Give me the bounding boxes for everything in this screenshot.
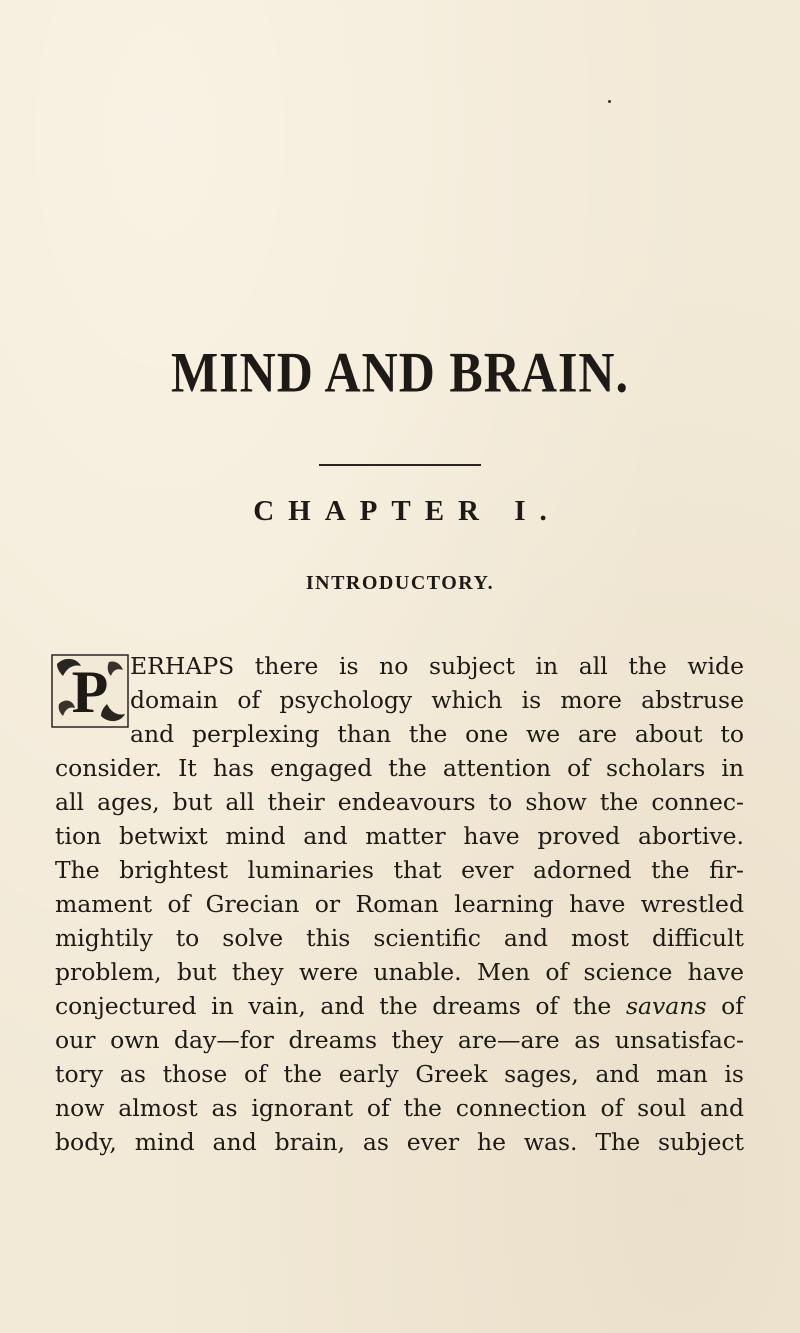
body-line: mament of Grecian or Roman learning have wrestled	[55, 890, 744, 918]
drop-cap-letter: P	[71, 659, 109, 725]
paper-speck	[608, 100, 611, 103]
body-line: ERHAPS there is no subject in all the wide	[130, 652, 744, 680]
body-line: domain of psychology which is more abstruse	[130, 686, 744, 714]
body-line: problem, but they were unable. Men of science have	[55, 958, 744, 986]
body-line-text: conjectured in vain, and the dreams of the	[55, 992, 612, 1020]
body-line	[55, 992, 744, 1020]
body-line: and perplexing than the one we are about to	[130, 720, 744, 748]
ornamental-drop-cap	[51, 654, 129, 728]
book-title: MIND AND BRAIN.	[170, 339, 630, 405]
body-line: tion betwixt mind and matter have proved abortive.	[55, 822, 744, 850]
chapter-heading: CHAPTER I.	[253, 495, 561, 527]
italic-word: savans	[625, 992, 707, 1020]
body-line: tory as those of the early Greek sages, and man is	[55, 1060, 744, 1088]
body-line: The brightest luminaries that ever adorned the fir-	[55, 856, 744, 884]
body-line: consider. It has engaged the attention of scholars in	[55, 754, 744, 782]
body-line: all ages, but all their endeavours to show the connec-	[55, 788, 744, 816]
body-line: our own day—for dreams they are—are as unsatisfac-	[55, 1026, 744, 1054]
body-line: now almost as ignorant of the connection of soul and	[55, 1094, 744, 1122]
body-line: mightily to solve this scientific and most difficult	[55, 924, 744, 952]
body-line-text: of	[721, 992, 744, 1020]
body-line: body, mind and brain, as ever he was. The subject	[55, 1128, 744, 1156]
section-heading: INTRODUCTORY.	[305, 572, 495, 594]
title-divider	[319, 464, 481, 466]
